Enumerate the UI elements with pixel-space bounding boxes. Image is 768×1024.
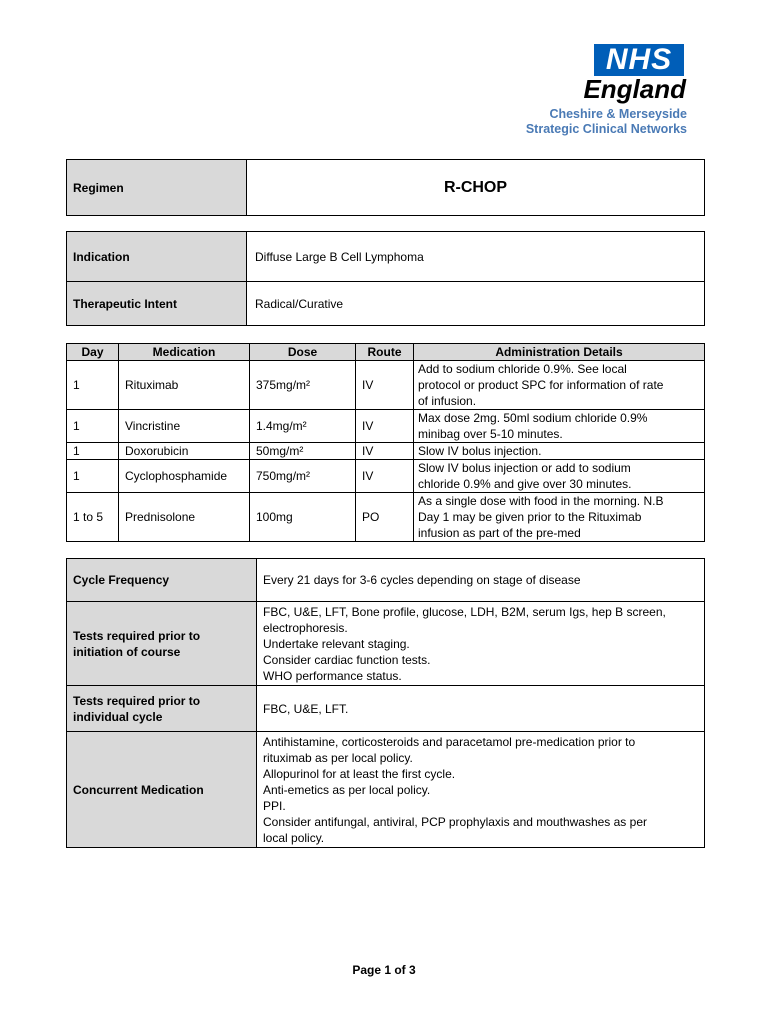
detail-line: protocol or product SPC for information of rate <box>418 378 664 392</box>
cell-medication: Rituximab <box>119 361 250 410</box>
regimen-value: R-CHOP <box>247 160 705 216</box>
cell-day: 1 <box>67 460 119 493</box>
intent-label: Therapeutic Intent <box>67 282 247 326</box>
text-line: Antihistamine, corticosteroids and paracetamol pre-medication prior to <box>263 734 636 749</box>
cell-route: IV <box>356 410 414 443</box>
text-line: local policy. <box>263 830 325 845</box>
text-line: Anti-emetics as per local policy. <box>263 782 431 797</box>
header-admin-details: Administration Details <box>414 344 705 361</box>
text-line: WHO performance status. <box>263 668 402 683</box>
label-line: Tests required prior to <box>73 628 201 643</box>
cell-dose: 50mg/m² <box>250 443 356 460</box>
indication-table <box>66 231 705 326</box>
tests-cycle-label <box>67 686 257 732</box>
cell-medication: Vincristine <box>119 410 250 443</box>
text-line: Undertake relevant staging. <box>263 636 410 651</box>
text-line: PPI. <box>263 798 286 813</box>
cell-route: IV <box>356 460 414 493</box>
header-day: Day <box>67 344 119 361</box>
cell-day: 1 <box>67 443 119 460</box>
cell-medication: Cyclophosphamide <box>119 460 250 493</box>
label-line: initiation of course <box>73 644 181 659</box>
cell-route: IV <box>356 443 414 460</box>
indication-value: Diffuse Large B Cell Lymphoma <box>247 232 705 282</box>
text-line: Consider antifungal, antiviral, PCP prophylaxis and mouthwashes as per <box>263 814 647 829</box>
tests-course-label <box>67 602 257 686</box>
intent-value: Radical/Curative <box>247 282 705 326</box>
indication-label: Indication <box>67 232 247 282</box>
header-medication: Medication <box>119 344 250 361</box>
header-dose: Dose <box>250 344 356 361</box>
cell-admin-details <box>414 443 705 460</box>
cell-route: IV <box>356 361 414 410</box>
cell-admin-details <box>414 410 705 443</box>
label-line: individual cycle <box>73 709 163 724</box>
table-row <box>67 493 705 542</box>
detail-line: minibag over 5-10 minutes. <box>418 427 563 441</box>
nhs-logo <box>0 0 768 150</box>
cell-dose: 100mg <box>250 493 356 542</box>
logo-subtitle-2: Strategic Clinical Networks <box>525 122 687 136</box>
regimen-label: Regimen <box>67 160 247 216</box>
table-row <box>67 443 705 460</box>
cycle-frequency-label: Cycle Frequency <box>67 559 257 602</box>
page-number: Page 1 of 3 <box>352 963 416 977</box>
cell-medication: Prednisolone <box>119 493 250 542</box>
text-line: Allopurinol for at least the first cycle. <box>263 766 456 781</box>
regimen-table <box>66 159 705 216</box>
cell-medication: Doxorubicin <box>119 443 250 460</box>
cell-dose: 750mg/m² <box>250 460 356 493</box>
tests-cycle-value: FBC, U&E, LFT. <box>257 686 705 732</box>
detail-line: chloride 0.9% and give over 30 minutes. <box>418 477 632 491</box>
detail-line: Add to sodium chloride 0.9%. See local <box>418 362 627 376</box>
text-line: rituximab as per local policy. <box>263 750 413 765</box>
table-row <box>67 410 705 443</box>
tests-course-value <box>257 602 705 686</box>
detail-line: infusion as part of the pre-med <box>418 526 581 540</box>
table-row <box>67 361 705 410</box>
detail-line: of infusion. <box>418 394 477 408</box>
cell-admin-details <box>414 361 705 410</box>
logo-england: England <box>583 74 686 104</box>
header-route: Route <box>356 344 414 361</box>
label-line: Tests required prior to <box>73 693 201 708</box>
text-line: Consider cardiac function tests. <box>263 652 431 667</box>
text-line: electrophoresis. <box>263 620 348 635</box>
detail-line: Max dose 2mg. 50ml sodium chloride 0.9% <box>418 411 648 425</box>
concurrent-medication-label: Concurrent Medication <box>67 732 257 848</box>
cell-day: 1 <box>67 410 119 443</box>
concurrent-medication-value <box>257 732 705 848</box>
detail-line: Slow IV bolus injection or add to sodium <box>418 461 631 475</box>
nhs-logo-box: NHS <box>594 44 684 76</box>
medication-table <box>66 343 705 542</box>
cell-dose: 1.4mg/m² <box>250 410 356 443</box>
cell-admin-details <box>414 493 705 542</box>
cell-dose: 375mg/m² <box>250 361 356 410</box>
detail-line: As a single dose with food in the morning. N.B <box>418 494 664 508</box>
detail-line: Slow IV bolus injection. <box>418 444 542 458</box>
cell-day: 1 <box>67 361 119 410</box>
cycle-frequency-value: Every 21 days for 3-6 cycles depending on stage of disease <box>257 559 705 602</box>
cycle-table <box>66 558 705 848</box>
text-line: FBC, U&E, LFT, Bone profile, glucose, LDH, B2M, serum Igs, hep B screen, <box>263 604 666 619</box>
cell-admin-details <box>414 460 705 493</box>
logo-subtitle-1: Cheshire & Merseyside <box>549 107 687 121</box>
cell-day: 1 to 5 <box>67 493 119 542</box>
table-row <box>67 460 705 493</box>
cell-route: PO <box>356 493 414 542</box>
detail-line: Day 1 may be given prior to the Rituximab <box>418 510 642 524</box>
